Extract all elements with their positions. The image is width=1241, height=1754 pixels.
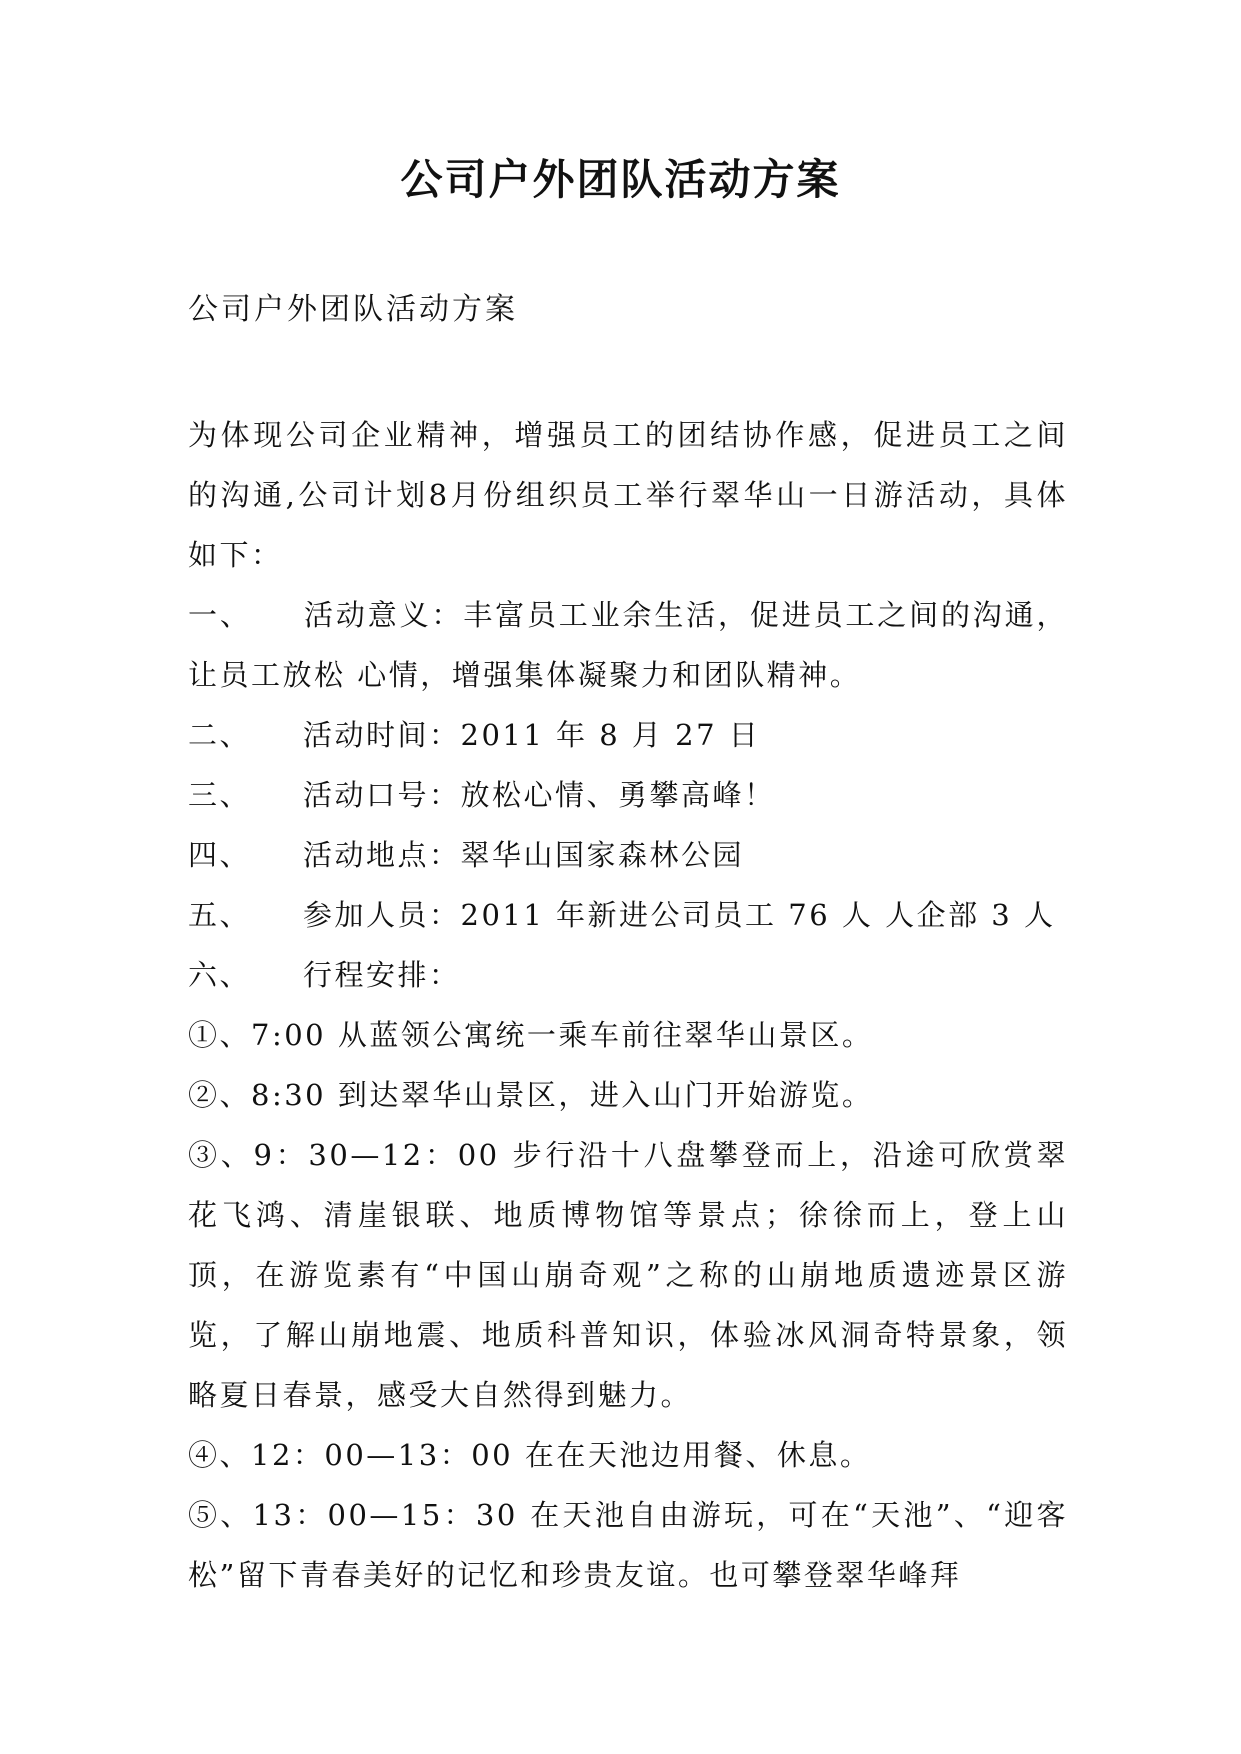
section-2 — [188, 705, 1068, 765]
schedule-item-4: ④、12：00—13：00 在在天池边用餐、休息。 — [188, 1438, 872, 1472]
document-title: 公司户外团队活动方案 — [400, 155, 841, 204]
section-number: 六、 — [188, 958, 252, 992]
section-number: 五、 — [188, 898, 252, 932]
section-number: 一、 — [188, 598, 252, 632]
section-number: 三、 — [188, 778, 252, 812]
schedule-item-2: ②、8:30 到达翠华山景区，进入山门开始游览。 — [188, 1078, 874, 1112]
document-body — [188, 405, 1068, 1605]
section-number: 四、 — [188, 838, 252, 872]
section-1 — [188, 585, 1068, 705]
schedule-item-3: ③、9：30—12：00 步行沿十八盘攀登而上，沿途可欣赏翠花飞鸿、清崖银联、地质博物馆等景点；徐徐而上，登上山顶，在游览素有“中国山崩奇观”之称的山崩地质遗迹景区游览，了解山崩地震、地质科普知识，体验冰风洞奇特景象，领略夏日春景，感受大自然得到魅力。 — [188, 1138, 1068, 1412]
schedule-item-5: ⑤、13：00—15：30 在天池自由游玩，可在“天池”、“迎客松”留下青春美好的记忆和珍贵友谊。也可攀登翠华峰拜 — [188, 1498, 1068, 1592]
section-text: 活动意义：丰富员工业余生活，促进员工之间的沟通，让员工放松 心情，增强集体凝聚力和团队精神。 — [188, 598, 1068, 692]
section-4 — [188, 825, 1068, 885]
schedule-item-1: ①、7:00 从蓝领公寓统一乘车前往翠华山景区。 — [188, 1018, 874, 1052]
section-text: 参加人员：2011 年新进公司员工 76 人 人企部 3 人 — [303, 898, 1056, 932]
section-5 — [188, 885, 1068, 945]
document-subtitle: 公司户外团队活动方案 — [188, 292, 518, 327]
section-6 — [188, 945, 1068, 1005]
section-text: 行程安排： — [303, 958, 461, 992]
section-number: 二、 — [188, 718, 252, 752]
section-3 — [188, 765, 1068, 825]
section-text: 活动口号：放松心情、勇攀高峰！ — [303, 778, 776, 812]
section-text: 活动地点：翠华山国家森林公园 — [303, 838, 745, 872]
intro-paragraph: 为体现公司企业精神，增强员工的团结协作感，促进员工之间的沟通,公司计划8月份组织员工举行翠华山一日游活动，具体如下： — [188, 418, 1068, 572]
section-text: 活动时间：2011 年 8 月 27 日 — [303, 718, 761, 752]
